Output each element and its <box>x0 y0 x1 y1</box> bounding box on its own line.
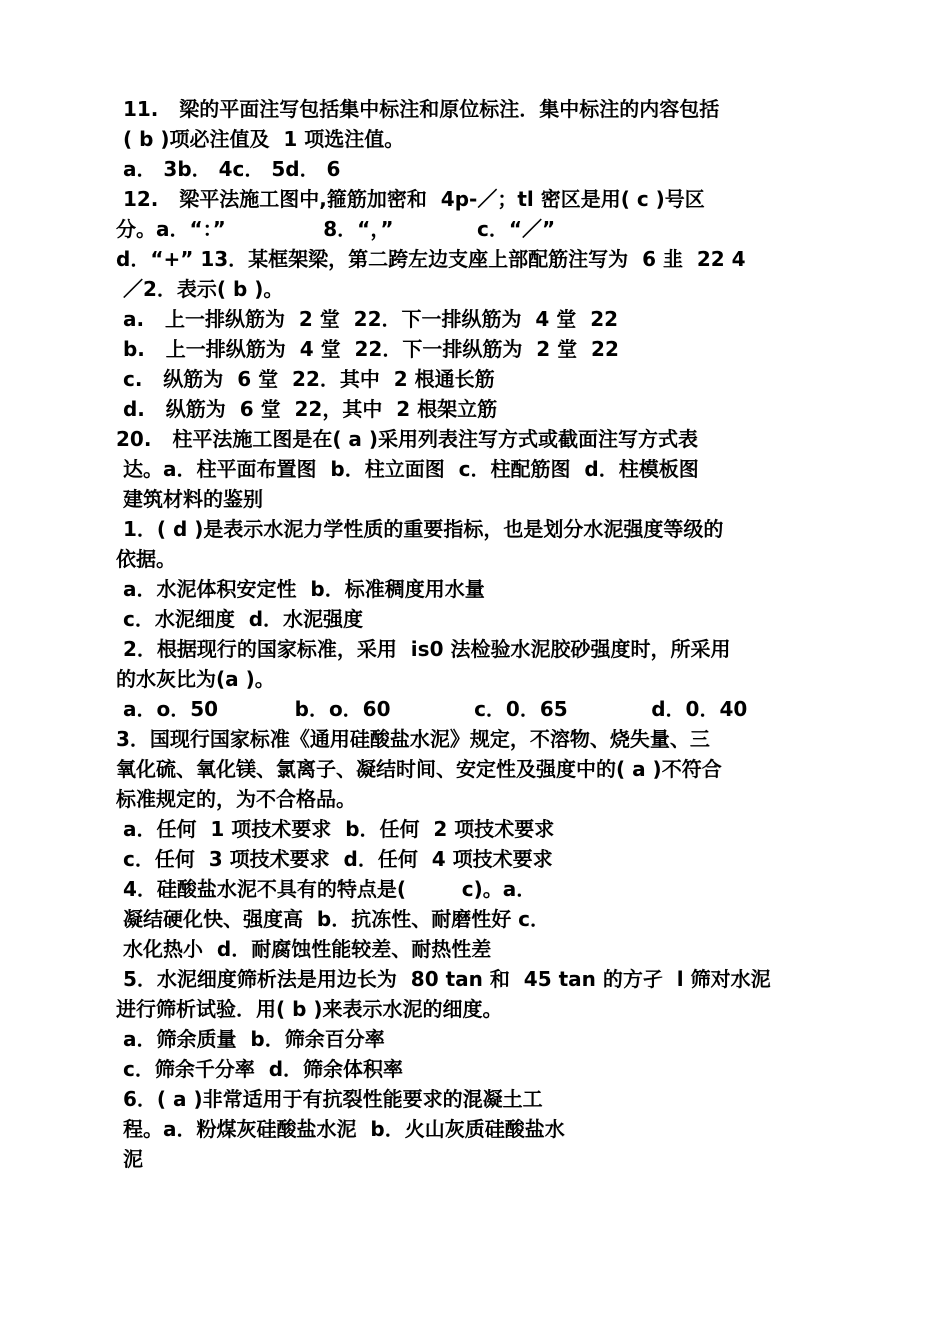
text-line: 6．( a )非常适用于有抗裂性能要求的混凝土工 <box>116 1087 543 1111</box>
text-line: 水化热小 d．耐腐蚀性能较差、耐热性差 <box>116 937 492 961</box>
text-line: 4．硅酸盐水泥不具有的特点是( c)。a． <box>116 877 537 901</box>
text-line: 12. 梁平法施工图中,箍筋加密和 4p-／；tl 密区是用( c )号区 <box>116 187 705 211</box>
text-line: 20. 柱平法施工图是在( a )采用列表注写方式或截面注写方式表 <box>116 427 699 451</box>
document-body <box>116 94 846 1174</box>
text-line: a．筛余质量 b．筛余百分率 <box>116 1027 385 1051</box>
text-line: ／2．表示( b )。 <box>116 277 284 301</box>
text-line: b. 上一排纵筋为 4 堂 22．下一排纵筋为 2 堂 22 <box>116 337 619 361</box>
text-line: 5．水泥细度筛析法是用边长为 80 tan 和 45 tan 的方孑 l 筛对水泥 <box>116 967 771 991</box>
text-line: 依据。 <box>116 547 176 571</box>
text-line: 氧化硫、氧化镁、氯离子、凝结时间、安定性及强度中的( a )不符合 <box>116 757 722 781</box>
text-line: 凝结硬化快、强度高 b．抗冻性、耐磨性好 c． <box>116 907 551 931</box>
text-line: c．筛余千分率 d．筛余体积率 <box>116 1057 404 1081</box>
text-line: c．水泥细度 d．水泥强度 <box>116 607 364 631</box>
text-line: 3．国现行国家标准《通用硅酸盐水泥》规定，不溶物、烧失量、三 <box>116 727 710 751</box>
text-line: 达。a．柱平面布置图 b．柱立面图 c．柱配筋图 d．柱模板图 <box>116 457 699 481</box>
text-line: ( b )项必注值及 1 项选注值。 <box>116 127 405 151</box>
text-line: a． 3b． 4c． 5d． 6 <box>116 157 341 181</box>
text-line: 进行筛析试验．用( b )来表示水泥的细度。 <box>116 997 503 1021</box>
text-line: 的水灰比为(a )。 <box>116 667 275 691</box>
section-heading: 建筑材料的鉴别 <box>116 487 263 511</box>
text-line: d．“+” 13．某框架梁，第二跨左边支座上部配筋注写为 6 韭 22 4 <box>116 247 746 271</box>
text-line: 泥 <box>116 1147 143 1171</box>
text-line: a. 上一排纵筋为 2 堂 22．下一排纵筋为 4 堂 22 <box>116 307 619 331</box>
text-line: c. 纵筋为 6 堂 22．其中 2 根通长筋 <box>116 367 495 391</box>
text-line: 分。a．“：” 8．“，” c．“／” <box>116 217 556 241</box>
text-line: d. 纵筋为 6 堂 22，其中 2 根架立筋 <box>116 397 498 421</box>
text-line: a．任何 1 项技术要求 b．任何 2 项技术要求 <box>116 817 555 841</box>
text-line: c．任何 3 项技术要求 d．任何 4 项技术要求 <box>116 847 553 871</box>
text-line: 标准规定的，为不合格品。 <box>116 787 356 811</box>
text-line: 2．根据现行的国家标准，采用 is0 法检验水泥胶砂强度时，所采用 <box>116 637 731 661</box>
text-line: a．水泥体积安定性 b．标准稠度用水量 <box>116 577 485 601</box>
text-line: 11. 梁的平面注写包括集中标注和原位标注．集中标注的内容包括 <box>116 97 720 121</box>
text-line: a．o．50 b．o．60 c．0．65 d．0．40 <box>116 697 748 721</box>
text-line: 程。a．粉煤灰硅酸盐水泥 b．火山灰质硅酸盐水 <box>116 1117 565 1141</box>
text-line: 1．( d )是表示水泥力学性质的重要指标，也是划分水泥强度等级的 <box>116 517 724 541</box>
